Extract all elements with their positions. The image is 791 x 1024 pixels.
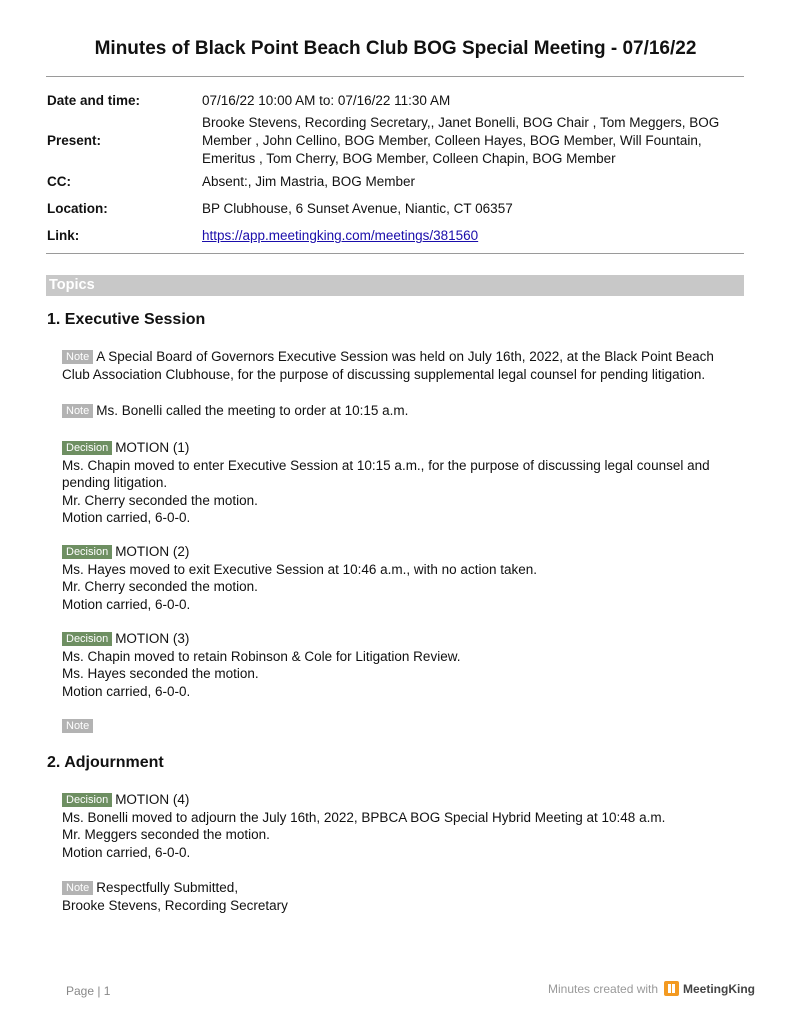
note-tag: Note — [62, 350, 93, 364]
note-text: Ms. Bonelli called the meeting to order at 10:15 a.m. — [96, 403, 409, 418]
decision-item — [62, 543, 742, 613]
decision-tag: Decision — [62, 793, 112, 807]
note-tag: Note — [62, 719, 93, 733]
decision-item — [62, 630, 742, 700]
brand-meeting: Meeting — [683, 981, 729, 996]
created-with-text: Minutes created with — [548, 982, 659, 996]
motion-line: Motion carried, 6-0-0. — [62, 844, 191, 860]
meta-location-label: Location: — [47, 201, 108, 216]
motion-line: Ms. Chapin moved to enter Executive Session at 10:15 a.m., for the purpose of discussing legal counsel and pending litigation. — [62, 457, 710, 490]
meta-cc-value: Absent:, Jim Mastria, BOG Member — [202, 174, 416, 189]
meta-present-label: Present: — [47, 133, 102, 148]
meeting-link[interactable]: https://app.meetingking.com/meetings/381560 — [202, 228, 479, 243]
document-title: Minutes of Black Point Beach Club BOG Special Meeting - 07/16/22 — [94, 38, 697, 59]
motion-line: Motion carried, 6-0-0. — [62, 510, 191, 525]
motion-line: Motion carried, 6-0-0. — [62, 683, 191, 699]
decision-tag: Decision — [62, 545, 112, 559]
title-divider — [46, 76, 744, 77]
note-text: Brooke Stevens, Recording Secretary — [62, 897, 288, 913]
motion-heading: MOTION (4) — [115, 792, 190, 807]
motion-line: Ms. Chapin moved to retain Robinson & Cole for Litigation Review. — [62, 648, 461, 664]
section-heading-executive: 1. Executive Session — [47, 311, 206, 328]
meta-present-value: Brooke Stevens, Recording Secretary,, Janet Bonelli, BOG Chair , Tom Meggers, BOG Member , John Cellino, BOG Member, Colleen Hayes, BOG Member, Will Fountain, Emeritus , Tom Cherry, BOG Member, Colleen Chapin, BOG Member — [202, 115, 720, 166]
note-text: Respectfully Submitted, — [96, 880, 239, 895]
meta-cc-label: CC: — [47, 174, 71, 189]
meta-date-label: Date and time: — [47, 93, 141, 108]
note-item — [62, 717, 742, 735]
meta-location-value: BP Clubhouse, 6 Sunset Avenue, Niantic, CT 06357 — [202, 201, 513, 216]
note-item — [62, 402, 742, 420]
motion-line: Mr. Meggers seconded the motion. — [62, 827, 270, 842]
motion-line: Ms. Hayes seconded the motion. — [62, 666, 259, 681]
meta-divider — [46, 253, 744, 254]
meta-date-value: 07/16/22 10:00 AM to: 07/16/22 11:30 AM — [202, 93, 451, 108]
decision-item — [62, 439, 742, 527]
brand-king: King — [728, 981, 756, 996]
note-tag: Note — [62, 404, 93, 418]
motion-line: Mr. Cherry seconded the motion. — [62, 579, 258, 594]
meta-link-label: Link: — [47, 228, 80, 243]
motion-line: Motion carried, 6-0-0. — [62, 596, 191, 612]
motion-heading: MOTION (2) — [115, 544, 190, 559]
decision-tag: Decision — [62, 441, 112, 455]
motion-heading: MOTION (3) — [115, 631, 190, 646]
motion-line: Ms. Hayes moved to exit Executive Session at 10:46 a.m., with no action taken. — [62, 561, 537, 577]
meta-link-value — [202, 227, 747, 245]
section-heading-adjournment: 2. Adjournment — [47, 754, 164, 771]
meetingking-logo-icon — [664, 981, 679, 996]
meetingking-logo — [664, 981, 755, 996]
topics-header: Topics — [46, 275, 744, 296]
decision-tag: Decision — [62, 632, 112, 646]
decision-item — [62, 791, 742, 861]
motion-heading: MOTION (1) — [115, 440, 190, 455]
note-text: A Special Board of Governors Executive Session was held on July 16th, 2022, at the Black Point Beach Club Association Clubhouse, for the purpose of discussing supplemental legal counsel for pending litigation. — [62, 349, 714, 382]
meetingking-logo-text — [683, 982, 755, 996]
note-item — [62, 879, 742, 914]
motion-line: Ms. Bonelli moved to adjourn the July 16th, 2022, BPBCA BOG Special Hybrid Meeting at 10:48 a.m. — [62, 809, 666, 825]
note-tag: Note — [62, 881, 93, 895]
note-item — [62, 348, 742, 383]
motion-line: Mr. Cherry seconded the motion. — [62, 492, 258, 508]
page-number: Page | 1 — [66, 984, 111, 998]
